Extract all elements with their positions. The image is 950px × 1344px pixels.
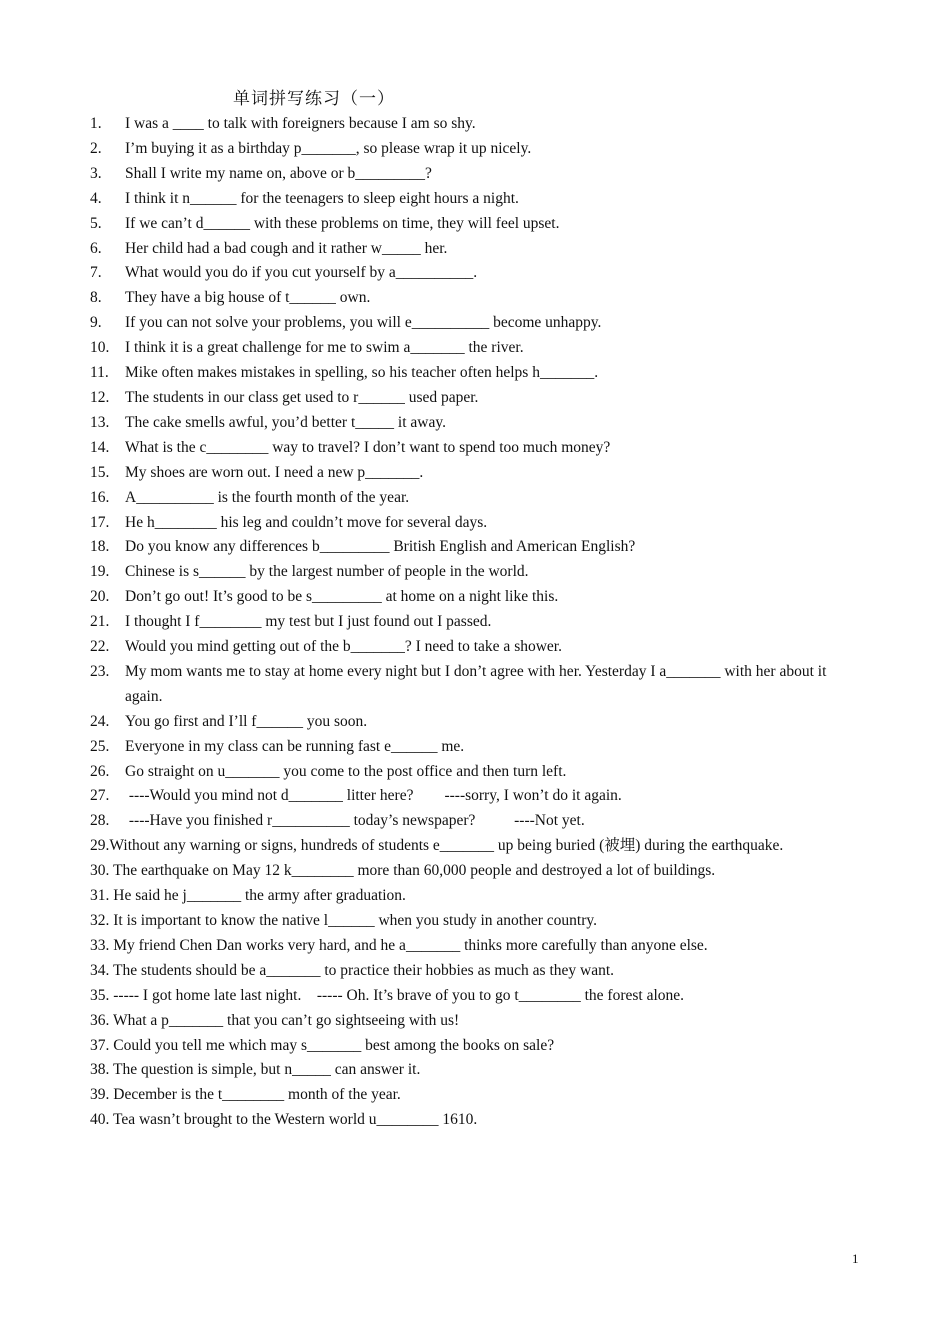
question-number: 40. (90, 1111, 110, 1129)
question-text: Mike often makes mistakes in spelling, so his teacher often helps h_______. (125, 364, 599, 382)
question-number: 11. (90, 364, 109, 382)
question-text: I thought I f________ my test but I just found out I passed. (125, 613, 492, 631)
question-number: 32. (90, 912, 110, 929)
question-item (90, 760, 865, 785)
question-number: 3. (90, 164, 102, 182)
page-number: 1 (852, 1251, 859, 1266)
question-number: 35. (90, 986, 110, 1004)
question-number: 30. (90, 862, 110, 880)
question-item (90, 162, 865, 187)
question-text: He said he j_______ the army after graduation. (109, 887, 406, 905)
question-item (90, 610, 865, 635)
question-item (90, 187, 865, 212)
question-number: 17. (90, 513, 110, 531)
question-number: 27. (90, 787, 110, 805)
question-item (90, 1009, 865, 1034)
question-item (90, 361, 865, 386)
question-item (90, 535, 865, 560)
question-text: My shoes are worn out. I need a new p_______. (125, 463, 424, 481)
question-number: 31. (90, 887, 110, 905)
question-text: My friend Chen Dan works very hard, and he a_______ thinks more carefully than anyone else. (109, 936, 708, 954)
question-text: Tea wasn’t brought to the Western world u________ 1610. (109, 1111, 478, 1129)
question-item (90, 884, 865, 909)
question-item (90, 486, 865, 511)
question-item (90, 436, 865, 461)
question-text: If we can’t d______ with these problems on time, they will feel upset. (125, 214, 560, 232)
question-text: Without any warning or signs, hundreds of students e_______ up being buried (被埋) during the earthquake. (109, 837, 784, 855)
question-number: 18. (90, 538, 110, 556)
question-item (90, 635, 865, 660)
question-number: 13. (90, 413, 110, 431)
question-item (90, 1034, 865, 1059)
question-text: ----Have you finished r__________ today’s newspaper? ----Not yet. (125, 812, 585, 830)
question-number: 12. (90, 388, 110, 406)
question-item (90, 660, 865, 710)
question-item (90, 237, 865, 262)
question-number: 2. (90, 139, 102, 157)
question-text: If you can not solve your problems, you will e__________ become unhappy. (125, 314, 602, 332)
question-item (90, 585, 865, 610)
question-text: You go first and I’ll f______ you soon. (125, 712, 368, 730)
question-text: ----Would you mind not d_______ litter here? ----sorry, I won’t do it again. (125, 787, 622, 805)
question-text: The students should be a_______ to practice their hobbies as much as they want. (109, 961, 615, 979)
question-number: 22. (90, 638, 110, 656)
question-number: 10. (90, 339, 110, 357)
question-number: 16. (90, 488, 110, 506)
question-item (90, 710, 865, 735)
question-text: Don’t go out! It’s good to be s_________ at home on a night like this. (125, 588, 559, 606)
question-number: 5. (90, 214, 102, 232)
question-item (90, 735, 865, 760)
question-item (90, 984, 865, 1009)
question-item (90, 959, 865, 984)
question-number: 38. (90, 1061, 110, 1079)
question-text: The earthquake on May 12 k________ more than 60,000 people and destroyed a lot of buildings. (109, 862, 716, 880)
question-text: Do you know any differences b_________ British English and American English? (125, 538, 636, 556)
question-item (90, 112, 865, 137)
question-number: 14. (90, 438, 110, 456)
question-item (90, 909, 865, 934)
question-item (90, 411, 865, 436)
question-text: I’m buying it as a birthday p_______, so please wrap it up nicely. (125, 139, 532, 157)
question-item (90, 834, 865, 859)
question-number: 24. (90, 712, 110, 730)
question-item (90, 311, 865, 336)
question-text: It is important to know the native l______ when you study in another country. (109, 912, 597, 929)
question-item (90, 386, 865, 411)
question-item (90, 137, 865, 162)
question-number: 28. (90, 812, 110, 830)
question-number: 1. (90, 115, 102, 132)
question-item (90, 461, 865, 486)
question-item (90, 560, 865, 585)
question-item (90, 212, 865, 237)
question-text: The question is simple, but n_____ can answer it. (109, 1061, 421, 1079)
question-item (90, 1108, 865, 1133)
question-item (90, 286, 865, 311)
question-item (90, 1083, 865, 1108)
question-number: 20. (90, 588, 110, 606)
question-number: 29. (90, 837, 110, 855)
question-item (90, 336, 865, 361)
question-text: Chinese is s______ by the largest number of people in the world. (125, 563, 529, 581)
question-number: 7. (90, 264, 102, 282)
question-text: A__________ is the fourth month of the year. (125, 488, 410, 506)
question-text: What would you do if you cut yourself by a__________. (125, 264, 478, 282)
question-text: They have a big house of t______ own. (125, 289, 371, 307)
question-text: My mom wants me to stay at home every night but I don’t agree with her. Yesterday I a_______ with her about it again. (125, 662, 831, 705)
question-number: 21. (90, 613, 110, 631)
question-item (90, 809, 865, 834)
question-text: Could you tell me which may s_______ best among the books on sale? (109, 1036, 555, 1054)
question-text: ----- I got home late last night. ----- Oh. It’s brave of you to go t________ the forest alone. (109, 986, 685, 1004)
question-text: Go straight on u_______ you come to the post office and then turn left. (125, 762, 567, 780)
question-number: 23. (90, 662, 110, 680)
question-text: December is the t________ month of the year. (109, 1086, 401, 1104)
question-text: The cake smells awful, you’d better t_____ it away. (125, 413, 446, 431)
question-text: Her child had a bad cough and it rather w_____ her. (125, 239, 448, 257)
question-number: 8. (90, 289, 102, 307)
question-number: 37. (90, 1036, 110, 1054)
question-number: 9. (90, 314, 102, 332)
question-number: 33. (90, 936, 110, 954)
question-number: 6. (90, 239, 102, 257)
question-number: 15. (90, 463, 110, 481)
question-item (90, 784, 865, 809)
question-number: 19. (90, 563, 110, 581)
question-number: 36. (90, 1011, 110, 1029)
question-number: 25. (90, 737, 110, 755)
page-title: 单词拼写练习（一） (233, 89, 395, 109)
question-item (90, 934, 865, 959)
question-number: 26. (90, 762, 110, 780)
question-text: Would you mind getting out of the b_______? I need to take a shower. (125, 638, 562, 656)
question-text: Shall I write my name on, above or b_________? (125, 164, 432, 182)
question-text: Everyone in my class can be running fast e______ me. (125, 737, 465, 755)
question-text: The students in our class get used to r______ used paper. (125, 388, 479, 406)
question-item (90, 1058, 865, 1083)
question-text: I think it is a great challenge for me to swim a_______ the river. (125, 339, 524, 357)
question-number: 34. (90, 961, 110, 979)
question-number: 39. (90, 1086, 110, 1104)
question-text: I was a ____ to talk with foreigners because I am so shy. (125, 115, 476, 132)
question-item (90, 261, 865, 286)
question-list (90, 112, 865, 1133)
question-item (90, 511, 865, 536)
question-number: 4. (90, 189, 102, 207)
question-text: What is the c________ way to travel? I don’t want to spend too much money? (125, 438, 611, 456)
question-text: I think it n______ for the teenagers to sleep eight hours a night. (125, 189, 519, 207)
question-item (90, 859, 865, 884)
question-text: What a p_______ that you can’t go sightseeing with us! (109, 1011, 460, 1029)
question-text: He h________ his leg and couldn’t move for several days. (125, 513, 488, 531)
